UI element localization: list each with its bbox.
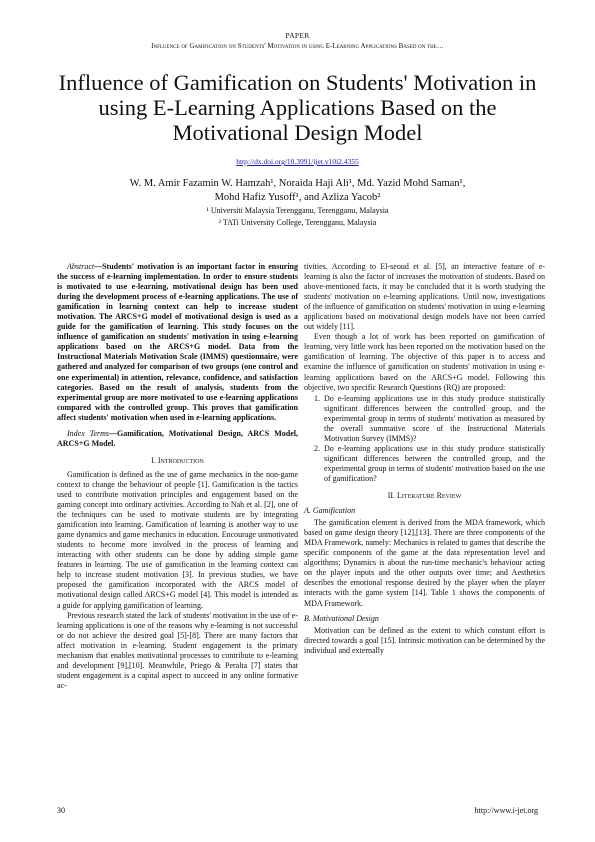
right-column [304, 262, 545, 656]
left-column [57, 262, 298, 691]
author-line-1: W. M. Amir Fazamin W. Hamzah¹, Noraida Haji Ali¹, Md. Yazid Mohd Saman¹, [129, 178, 466, 189]
research-question-paragraph: Even though a lot of work has been reported on gamification of learning, very little work has been reported on the motivation based on the gamification of learning. The objective of this paper is to access and examine the influence of gamification on students' motivation in using e-learning applications based on the ARCS+G model. Following this objective, two specific Research Questions (RQ) are proposed: [304, 332, 545, 392]
affiliation-2: ² TATi University College, Terengganu, Malaysia [218, 218, 377, 227]
index-terms [57, 429, 298, 449]
author-line-2: Mohd Hafiz Yusoff¹, and Azliza Yacob² [214, 192, 381, 203]
section-heading-introduction: I. Introduction [151, 455, 204, 465]
list-item: 2. Do e-learning applications use in this study produce statistically significant differences between the controlled group, and the experimental group in terms of students' motivation based on the use of gamification? [322, 444, 545, 484]
motivational-design-paragraph: Motivation can be defined as the extent to which constant effort is directed towards a goal [15]. Intrinsic motivation can be determined by the individual and externally [304, 625, 545, 655]
intro-paragraph-2: Previous research stated the lack of students' motivation in the use of e-learning applications is one of the reasons why e-learning is not successful or do not achieve the desired goal [5]-[8]. There are many factors that affect motivation in e-learning. Student engagement is the primary mechanism that enables motivational processes to contribute to e-learning and development [9],[10]. Meanwhile, Priego & Peralta [7] states that student engagement is a capital aspect to succeed in any online formative ac- [57, 610, 298, 690]
journal-url[interactable]: http://www.i-jet.org [474, 806, 538, 815]
index-terms-lead: Index Terms [67, 428, 110, 438]
gamification-paragraph: The gamification element is derived from the MDA framework, which based on game design theory [12],[13]. There are three components of the MDA Framework, namely: Mechanics is related to games that describe the specific components of the game at the data representation level and algorithms; Dynamics is about the run-time mechanic's behaviour acting on the player inputs and the other outputs over time; and Aesthetics describes the emotional response desired by the player when the player interacts with the game system [14]. Table 1 shows the components of MDA Framework. [304, 518, 545, 608]
doi-link[interactable]: http://dx.doi.org/10.3991/ijet.v10i2.4355 [236, 157, 359, 166]
affiliation-1: ¹ Universiti Malaysia Terengganu, Terengganu, Malaysia [206, 206, 389, 215]
abstract-lead: Abstract [67, 262, 95, 271]
subsection-heading-gamification: A. Gamification [304, 506, 356, 516]
paper-title: Influence of Gamification on Students' Motivation in using E-Learning Applications Based on the Motivational Design Model [58, 70, 537, 145]
intro-paragraph-continued: tivities. According to El-seoud et al. [5], an interactive feature of e-learning is also the factor of increases the motivation of students. Based on above-mentioned facts, it may be concluded that it is worth studying the students' motivation on e-learning applications. Until now, investigations of the influence of gamification on students' motivation in using e-learning applications based on motivational design models have not been carried out widely [11]. [304, 262, 545, 332]
header-section-label: PAPER [285, 31, 310, 40]
index-terms-text: —Gamification, Motivational Design, ARCS Model, ARCS+G Model. [57, 428, 298, 448]
author-list [60, 177, 535, 205]
abstract-text: —Students' motivation is an important factor in ensuring the success of e-learning implementation. In order to ensure students is motivated to use e-learning, motivational design has been used during the development process of e-learning applications. The use of gamification in learning context can help to increase student motivation. The ARCS+G model of motivational design is used as a guide for the gamification of learning. This study focuses on the influence of gamification on students' motivation in using e-learning applications based on the ARCS+G model. Data from the Instructional Materials Motivation Scale (IMMS) questionnaire, were gathered and analyzed for comparison of two groups (one control and one experimental) in attention, relevance, confidence, and satisfaction categories. Based on the result of analysis, students from the experimental group are more motivated to use e-learning applications compared with the controlled group. This proves that gamification affect students' motivation when used in e-learning applications. [57, 262, 298, 422]
research-question-list [304, 394, 545, 484]
section-heading-literature-review: II. Literature Review [387, 491, 462, 501]
page-number: 30 [57, 806, 65, 815]
intro-paragraph-1: Gamification is defined as the use of game mechanics in the non-game context to change the behaviour of people [1]. Gamification is the tactics used to contribute motivation principles and engagement based on the gaming concept into ordinary activities. According to Nah et al. [2], one of the techniques can be used to motivate students are by integrating gamification into learning. Gamification of learning is another way to use game dynamics and game mechanics in education. Encourage unmotivated students to become more involved in the process of learning and interacting with other students can be done by adding simple game features in learning. The use of gamification in the learning context can help to increase student motivation [3]. In previous studies, we have proposed the gamification incorporated with the ARCS model of motivational design called ARCS+G model [4]. This model is intended as a guide for applying gamification of learning. [57, 469, 298, 610]
subsection-heading-motivational-design: B. Motivational Design [304, 613, 379, 623]
list-item: 1. Do e-learning applications use in this study produce statistically significant differences between the controlled group, and the experimental group in terms of students' motivation as measured by the overall summative score of the Instructional Materials Motivation Survey (IMMS)? [322, 394, 545, 444]
running-title: Influence of Gamification on Students' Motivation in using E-Learning Applications Based on the… [151, 42, 444, 50]
abstract [57, 262, 298, 423]
